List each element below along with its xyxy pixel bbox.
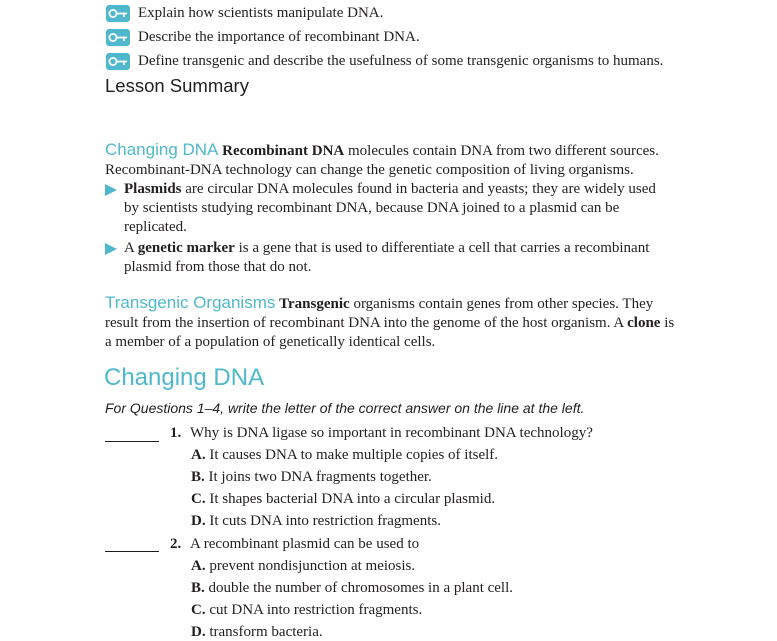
objective-item: [106, 3, 383, 23]
paragraph-heading: Changing DNA: [105, 140, 219, 159]
answer-option: [191, 558, 415, 575]
option-letter: D.: [191, 513, 206, 529]
transgenic-paragraph: [105, 293, 680, 352]
option-text: prevent nondisjunction at meiosis.: [209, 558, 416, 574]
answer-option: [191, 624, 323, 641]
option-text: It shapes bacterial DNA into a circular plasmid.: [209, 491, 496, 507]
paragraph-text: is a member of a population of genetically identical cells.: [105, 315, 675, 350]
option-text: transform bacteria.: [209, 624, 323, 640]
option-letter: A.: [191, 558, 206, 574]
question-number: 2.: [170, 536, 182, 552]
answer-blank[interactable]: [105, 441, 159, 442]
objective-text: Explain how scientists manipulate DNA.: [138, 4, 384, 21]
key-term: genetic marker: [137, 240, 235, 256]
objective-item: [106, 51, 663, 71]
key-icon: [106, 5, 130, 22]
key-term: Transgenic: [279, 296, 350, 312]
option-text: double the number of chromosomes in a plant cell.: [208, 580, 514, 596]
answer-option: [191, 602, 422, 619]
bullet-prefix: A: [124, 240, 135, 256]
key-term: Plasmids: [124, 181, 182, 197]
paragraph-heading: Transgenic Organisms: [105, 293, 276, 312]
option-text: It causes DNA to make multiple copies of itself.: [209, 447, 499, 463]
question-text: Why is DNA ligase so important in recombinant DNA technology?: [190, 425, 593, 441]
question-text: A recombinant plasmid can be used to: [190, 536, 420, 552]
option-text: It cuts DNA into restriction fragments.: [209, 513, 441, 529]
option-letter: B.: [191, 469, 205, 485]
answer-option: [191, 513, 441, 530]
key-icon: [106, 29, 130, 46]
instructions: For Questions 1–4, write the letter of the correct answer on the line at the left.: [105, 400, 585, 416]
key-icon: [106, 53, 130, 70]
option-letter: C.: [191, 602, 206, 618]
paragraph-text: organisms contain genes from other species. They result from the insertion of recombinant DNA into the genome of the host organism. A: [105, 296, 654, 331]
lesson-summary-heading: Lesson Summary: [105, 75, 249, 96]
objective-text: Define transgenic and describe the usefulness of some transgenic organisms to humans.: [138, 52, 664, 69]
triangle-bullet-icon: [105, 243, 117, 255]
option-text: cut DNA into restriction fragments.: [209, 602, 423, 618]
summary-bullet: [105, 180, 670, 237]
triangle-bullet-icon: [105, 184, 117, 196]
option-text: It joins two DNA fragments together.: [208, 469, 432, 485]
option-letter: A.: [191, 447, 206, 463]
answer-blank[interactable]: [105, 551, 159, 552]
key-term: Recombinant DNA: [222, 143, 345, 159]
question-number: 1.: [170, 425, 182, 441]
section-title: Changing DNA: [104, 364, 265, 391]
key-term: clone: [627, 315, 661, 331]
answer-option: [191, 469, 432, 486]
summary-bullet: [105, 239, 670, 277]
answer-option: [191, 491, 495, 508]
bullet-text: are circular DNA molecules found in bacteria and yeasts; they are widely used by scientists studying recombinant DNA, because DNA joined to a plasmid can be replicated.: [124, 181, 656, 235]
paragraph-text: molecules contain DNA from two different sources. Recombinant-DNA technology can change the genetic composition of living organisms.: [105, 143, 659, 178]
objective-text: Describe the importance of recombinant DNA.: [138, 28, 420, 45]
objective-item: [106, 27, 420, 47]
answer-option: [191, 580, 513, 597]
option-letter: C.: [191, 491, 206, 507]
answer-option: [191, 447, 498, 464]
option-letter: B.: [191, 580, 205, 596]
option-letter: D.: [191, 624, 206, 640]
bullet-text: is a gene that is used to differentiate a cell that carries a recombinant plasmid from those that do not.: [124, 240, 650, 275]
changing-dna-paragraph: [105, 140, 680, 180]
